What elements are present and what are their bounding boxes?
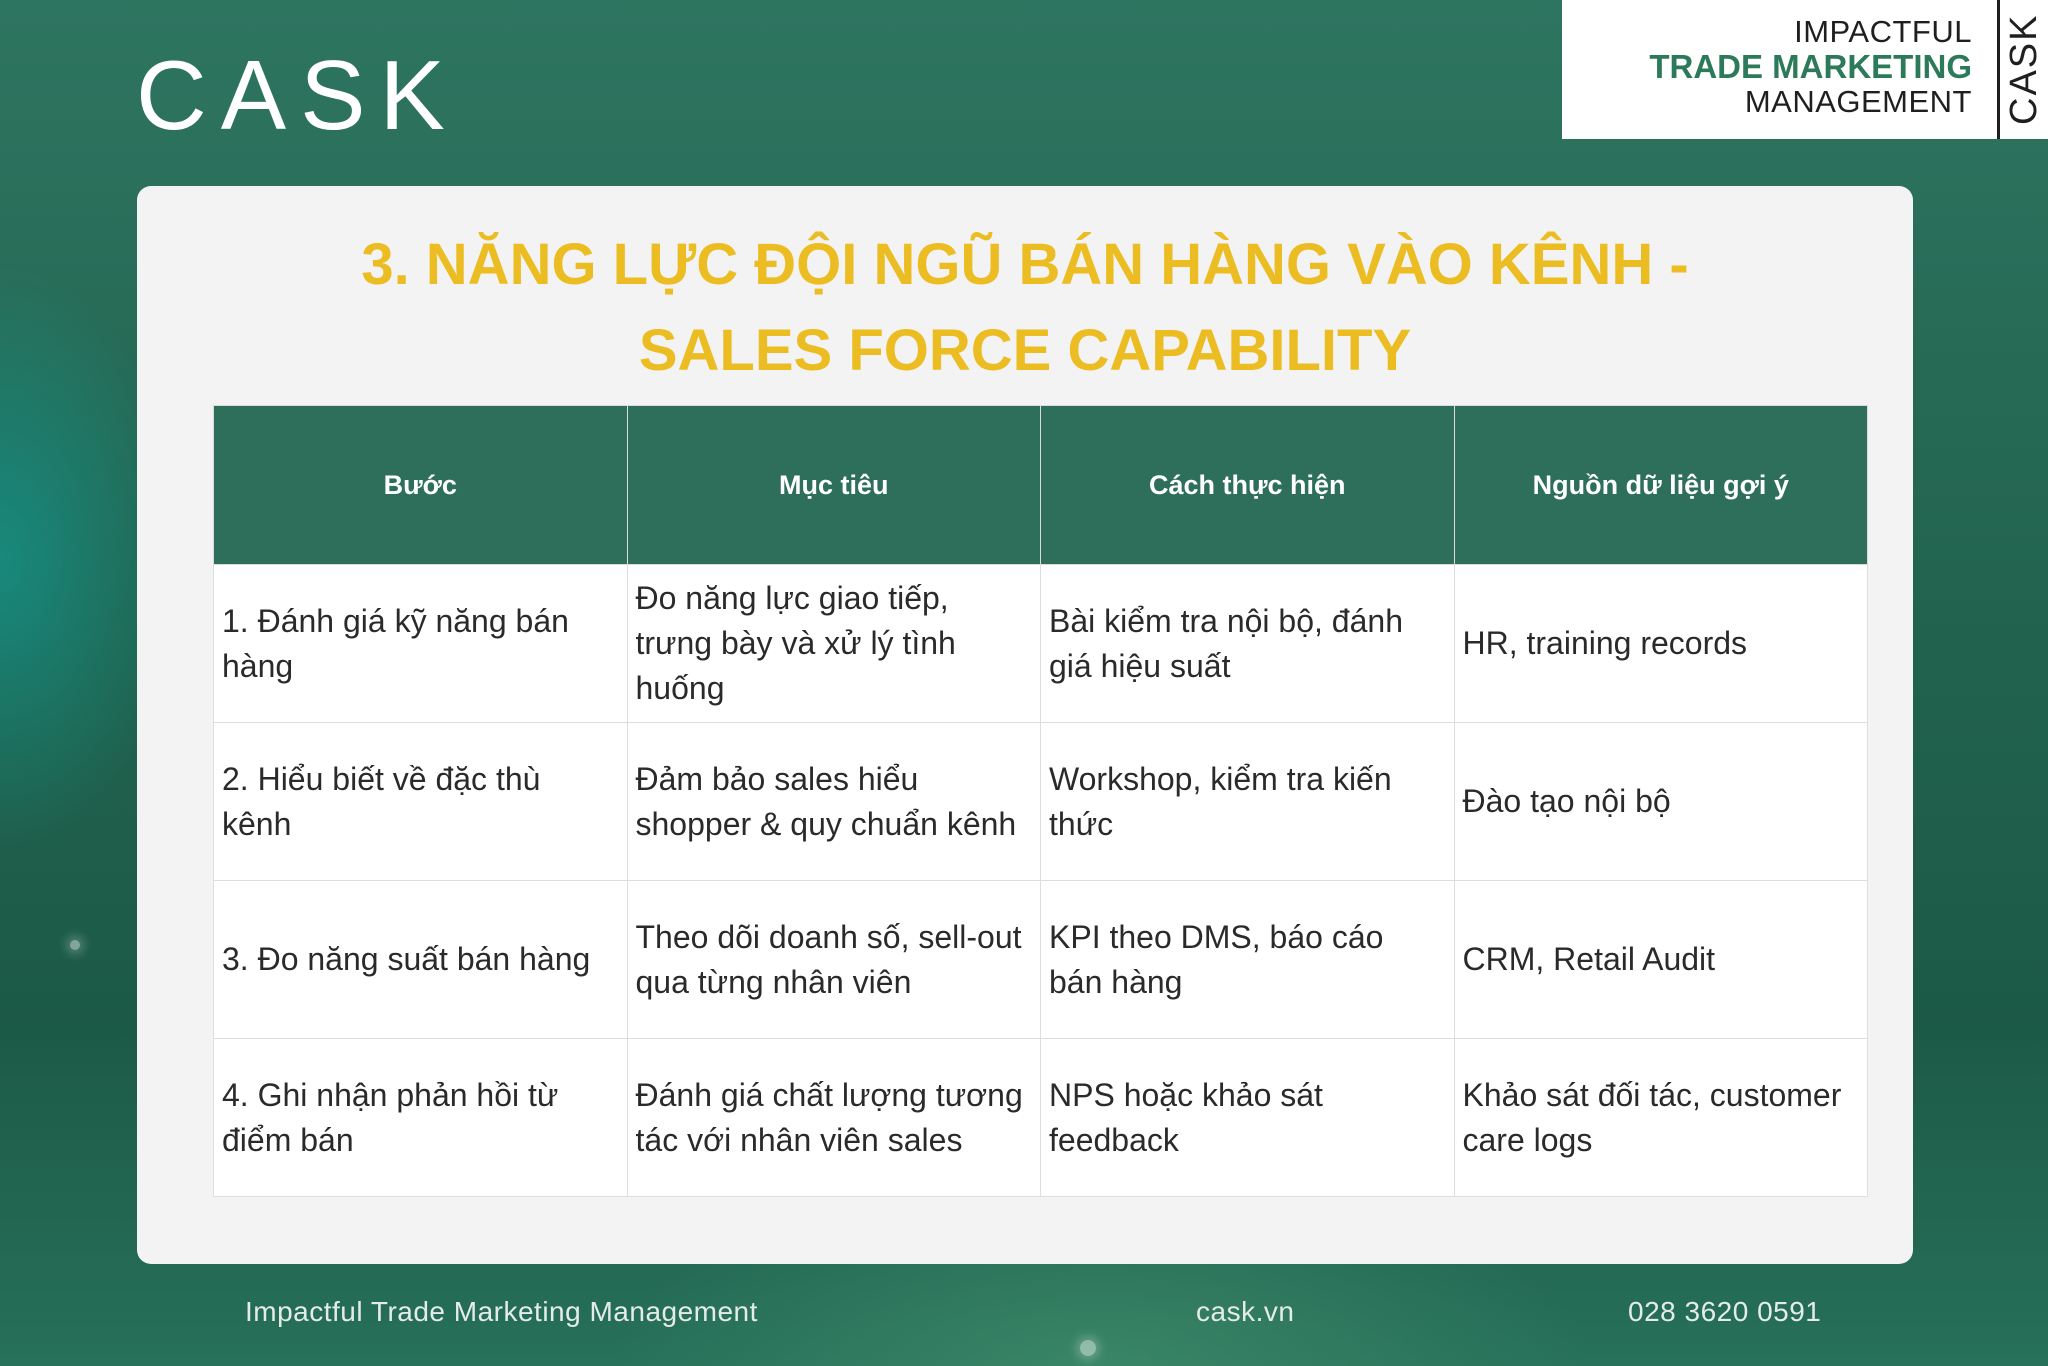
- capability-table: [213, 405, 1868, 1197]
- table-row: [214, 1039, 1868, 1197]
- table-cell: 2. Hiểu biết về đặc thù kênh: [214, 723, 628, 881]
- page-title: [137, 222, 1913, 394]
- table-cell: Khảo sát đối tác, customer care logs: [1454, 1039, 1868, 1197]
- table-cell: Bài kiểm tra nội bộ, đánh giá hiệu suất: [1041, 565, 1455, 723]
- table-cell: Theo dõi doanh số, sell-out qua từng nhân viên: [627, 881, 1041, 1039]
- cask-logo: CASK: [136, 40, 459, 150]
- column-header-objective: Mục tiêu: [627, 406, 1041, 565]
- column-header-method: Cách thực hiện: [1041, 406, 1455, 565]
- table-cell: Đảm bảo sales hiểu shopper & quy chuẩn kênh: [627, 723, 1041, 881]
- table-cell: 1. Đánh giá kỹ năng bán hàng: [214, 565, 628, 723]
- tagline-badge: [1562, 0, 2048, 139]
- table-cell: CRM, Retail Audit: [1454, 881, 1868, 1039]
- table-cell: Workshop, kiểm tra kiến thức: [1041, 723, 1455, 881]
- badge-side-logo: CASK: [2003, 13, 2045, 126]
- table-cell: KPI theo DMS, báo cáo bán hàng: [1041, 881, 1455, 1039]
- content-card: [137, 186, 1913, 1264]
- table-cell: HR, training records: [1454, 565, 1868, 723]
- table-cell: Đào tạo nội bộ: [1454, 723, 1868, 881]
- sparkle-decoration: [70, 940, 80, 950]
- badge-line-2: TRADE MARKETING: [1649, 48, 1972, 85]
- table-cell: 3. Đo năng suất bán hàng: [214, 881, 628, 1039]
- table-cell: Đo năng lực giao tiếp, trưng bày và xử lý tình huống: [627, 565, 1041, 723]
- footer-phone: 028 3620 0591: [1628, 1296, 1822, 1327]
- title-line-2: SALES FORCE CAPABILITY: [638, 318, 1412, 383]
- badge-line-3: MANAGEMENT: [1744, 84, 1972, 119]
- table-header-row: [214, 406, 1868, 565]
- title-line-1: 3. NĂNG LỰC ĐỘI NGŨ BÁN HÀNG VÀO KÊNH -: [361, 232, 1689, 297]
- table-cell: Đánh giá chất lượng tương tác với nhân viên sales: [627, 1039, 1041, 1197]
- badge-text: [1649, 14, 1972, 119]
- table-row: [214, 723, 1868, 881]
- badge-line-1: IMPACTFUL: [1794, 14, 1972, 49]
- footer-tagline: Impactful Trade Marketing Management: [245, 1296, 758, 1327]
- badge-divider: [1997, 0, 2000, 139]
- sparkle-decoration: [1080, 1340, 1096, 1356]
- column-header-step: Bước: [214, 406, 628, 565]
- table-row: [214, 565, 1868, 723]
- table-cell: NPS hoặc khảo sát feedback: [1041, 1039, 1455, 1197]
- column-header-data-source: Nguồn dữ liệu gợi ý: [1454, 406, 1868, 565]
- table-row: [214, 881, 1868, 1039]
- footer-website-link[interactable]: cask.vn: [1196, 1296, 1295, 1327]
- table-cell: 4. Ghi nhận phản hồi từ điểm bán: [214, 1039, 628, 1197]
